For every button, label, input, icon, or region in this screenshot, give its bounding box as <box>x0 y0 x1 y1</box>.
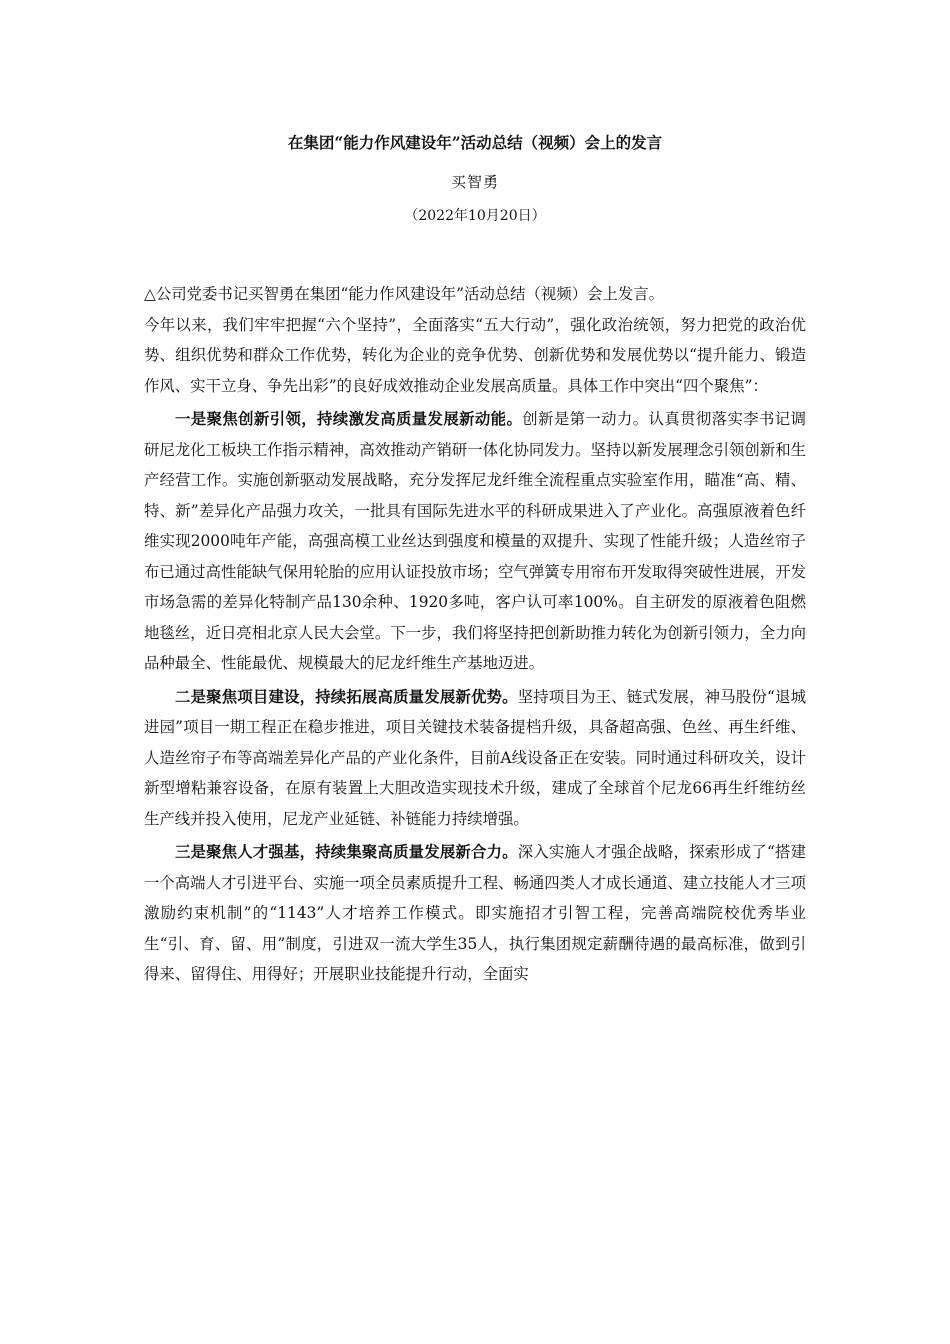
section-text-1: 创新是第一动力。认真贯彻落实李书记调研尼龙化工板块工作指示精神，高效推动产销研一体化协同发力。坚持以新发展理念引领创新和生产经营工作。实施创新驱动发展战略，充分发挥尼龙纤维全流程重点实验室作用，瞄准“高、精、特、新”差异化产品强力攻关，一批具有国际先进水平的科研成果进入了产业化。高强原液着色纤维实现2000吨年产能，高强高模工业丝达到强度和模量的双提升、实现了性能升级；人造丝帘子布已通过高性能缺气保用轮胎的应用认证投放市场；空气弹簧专用帘布开发取得突破性进展，开发市场急需的差异化特制产品130余种、1920多吨，客户认可率100%。自主研发的原液着色阻燃地毯丝，近日亮相北京人民大会堂。下一步，我们将坚持把创新助推力转化为创新引领力，全力向品种最全、性能最优、规模最大的尼龙纤维生产基地迈进。 <box>144 410 806 672</box>
section-heading-1: 一是聚焦创新引领，持续激发高质量发展新动能。 <box>175 410 523 428</box>
section-heading-2: 二是聚焦项目建设，持续拓展高质量发展新优势。 <box>175 687 518 706</box>
section-text-2: 坚持项目为王、链式发展，神马股份“退城进园”项目一期工程正在稳步推进，项目关键技术装备提档升级，具备超高强、色丝、再生纤维、人造丝帘子布等高端差异化产品的产业化条件，目前A线设备正在安装。同时通过科研攻关，设计新型增粘兼容设备，在原有装置上大胆改造实现技术升级，建成了全球首个尼龙66再生纤维纺丝生产线并投入使用，尼龙产业延链、补链能力持续增强。 <box>144 687 806 828</box>
section-paragraph-3 <box>144 837 806 990</box>
document-title: 在集团“能力作风建设年”活动总结（视频）会上的发言 <box>287 133 663 152</box>
section-paragraph-2 <box>144 682 806 835</box>
document-body <box>144 279 806 990</box>
section-text-3: 深入实施人才强企战略，探索形成了“搭建一个高端人才引进平台、实施一项全员素质提升工程、畅通四类人才成长通道、建立技能人才三项激励约束机制”的“1143”人才培养工作模式。即实施招才引智工程，完善高端院校优秀毕业生“引、育、留、用”制度，引进双一流大学生35人，执行集团规定薪酬待遇的最高标准，做到引得来、留得住、用得好；开展职业技能提升行动，全面实 <box>144 843 806 983</box>
intro-paragraph: 今年以来，我们牢牢把握“六个坚持”，全面落实“五大行动”，强化政治统领，努力把党的政治优势、组织优势和群众工作优势，转化为企业的竞争优势、创新优势和发展优势以“提升能力、锻造作风、实干立身、争先出彩”的良好成效推动企业发展高质量。具体工作中突出“四个聚焦”： <box>144 315 806 395</box>
section-heading-3: 三是聚焦人才强基，持续集聚高质量发展新合力。 <box>175 843 518 861</box>
photo-caption: △公司党委书记买智勇在集团“能力作风建设年”活动总结（视频）会上发言。 <box>144 285 665 303</box>
document-author: 买智勇 <box>450 173 499 191</box>
section-paragraph-1 <box>144 404 806 679</box>
document-date: （2022年10月20日） <box>404 208 546 224</box>
